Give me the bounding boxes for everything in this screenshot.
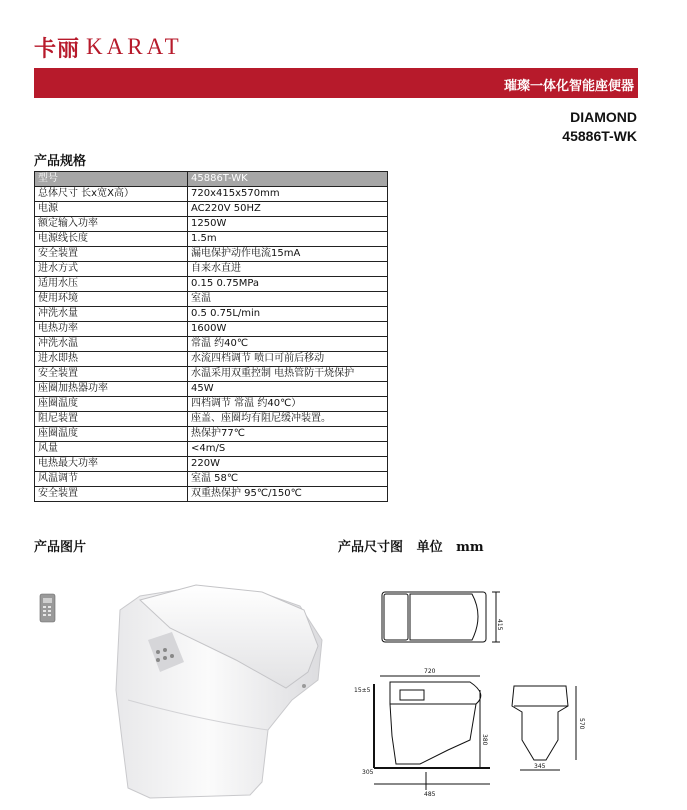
- dim-top-width: 415: [496, 619, 503, 631]
- brand-name-cn: 卡丽: [34, 35, 81, 62]
- spec-value: 常温 约40℃: [188, 337, 388, 352]
- spec-value: 水温采用双重控制 电热管防干烧保护: [188, 367, 388, 382]
- spec-value: 1250W: [188, 217, 388, 232]
- dim-bottom-depth: 485: [424, 791, 436, 798]
- spec-row: [35, 487, 388, 502]
- spec-row: [35, 352, 388, 367]
- remote-control-icon: [40, 594, 55, 622]
- brand-logo: [34, 34, 183, 60]
- spec-row: [35, 322, 388, 337]
- top-view-drawing: [382, 592, 500, 642]
- spec-row: [35, 277, 388, 292]
- spec-value: AC220V 50HZ: [188, 202, 388, 217]
- spec-row: [35, 442, 388, 457]
- spec-row: [35, 337, 388, 352]
- spec-row: [35, 307, 388, 322]
- dim-inlet: 15±5: [354, 687, 371, 694]
- front-view-drawing: [512, 686, 576, 770]
- spec-label: 使用环境: [35, 292, 188, 307]
- spec-value: 45W: [188, 382, 388, 397]
- spec-value: 45886T-WK: [188, 172, 388, 187]
- spec-row: [35, 217, 388, 232]
- spec-value: 室温 58℃: [188, 472, 388, 487]
- model-name: DIAMOND: [570, 109, 637, 125]
- product-title: 璀璨一体化智能座便器: [503, 79, 634, 94]
- spec-row: [35, 397, 388, 412]
- spec-row: [35, 262, 388, 277]
- spec-label: 阻尼装置: [35, 412, 188, 427]
- spec-value: 四档调节 常温 约40℃）: [188, 397, 388, 412]
- dim-rear-offset: 305: [362, 769, 374, 776]
- spec-value: 0.5 0.75L/min: [188, 307, 388, 322]
- spec-heading: 产品规格: [34, 154, 87, 169]
- spec-label: 座圈温度: [35, 397, 188, 412]
- spec-row: [35, 187, 388, 202]
- brand-name-en: KARAT: [86, 34, 183, 59]
- spec-label: 总体尺寸 长x宽X高）: [35, 187, 188, 202]
- spec-value: 室温: [188, 292, 388, 307]
- dim-height: 570: [578, 718, 585, 730]
- spec-value: 漏电保护动作电流15mA: [188, 247, 388, 262]
- toilet-photo: [116, 585, 322, 798]
- spec-label: 进水方式: [35, 262, 188, 277]
- spec-label: 安全装置: [35, 487, 188, 502]
- spec-label: 电热功率: [35, 322, 188, 337]
- spec-label: 电热最大功率: [35, 457, 188, 472]
- spec-value: 双重热保护 95℃/150℃: [188, 487, 388, 502]
- spec-label: 电源线长度: [35, 232, 188, 247]
- spec-label: 进水即热: [35, 352, 188, 367]
- spec-label: 电源: [35, 202, 188, 217]
- spec-value: 1.5m: [188, 232, 388, 247]
- spec-row: [35, 412, 388, 427]
- spec-value: 720x415x570mm: [188, 187, 388, 202]
- dim-length: 720: [424, 668, 436, 675]
- spec-label: 风量: [35, 442, 188, 457]
- spec-row: [35, 232, 388, 247]
- spec-row: [35, 172, 388, 187]
- spec-label: 冲洗水量: [35, 307, 188, 322]
- dimensions-heading: 产品尺寸图 单位 mm: [338, 540, 484, 555]
- spec-value: 热保护77℃: [188, 427, 388, 442]
- spec-label: 额定输入功率: [35, 217, 188, 232]
- model-code: 45886T-WK: [562, 128, 637, 144]
- spec-value: 220W: [188, 457, 388, 472]
- spec-row: [35, 382, 388, 397]
- spec-row: [35, 427, 388, 442]
- spec-row: [35, 292, 388, 307]
- spec-label: 适用水压: [35, 277, 188, 292]
- spec-label: 冲洗水温: [35, 337, 188, 352]
- spec-row: [35, 472, 388, 487]
- spec-label: 安全装置: [35, 247, 188, 262]
- spec-value: 0.15 0.75MPa: [188, 277, 388, 292]
- spec-row: [35, 202, 388, 217]
- dim-outlet-height: 380: [481, 734, 488, 746]
- title-banner: [34, 68, 638, 98]
- side-view-drawing: [374, 676, 490, 790]
- spec-table: [34, 171, 388, 502]
- model-block: [562, 108, 637, 146]
- spec-value: <4m/S: [188, 442, 388, 457]
- spec-label: 安全装置: [35, 367, 188, 382]
- spec-row: [35, 367, 388, 382]
- spec-row: [35, 457, 388, 472]
- spec-value: 自来水直进: [188, 262, 388, 277]
- dim-bottom-width: 345: [534, 763, 546, 770]
- spec-value: 1600W: [188, 322, 388, 337]
- spec-row: [35, 247, 388, 262]
- spec-label: 座圈加热器功率: [35, 382, 188, 397]
- spec-value: 水流四档调节 喷口可前后移动: [188, 352, 388, 367]
- spec-value: 座盖、座圈均有阻尼缓冲装置。: [188, 412, 388, 427]
- spec-label: 型号: [35, 172, 188, 187]
- spec-label: 风温调节: [35, 472, 188, 487]
- spec-label: 座圈温度: [35, 427, 188, 442]
- photo-heading: 产品图片: [34, 540, 87, 555]
